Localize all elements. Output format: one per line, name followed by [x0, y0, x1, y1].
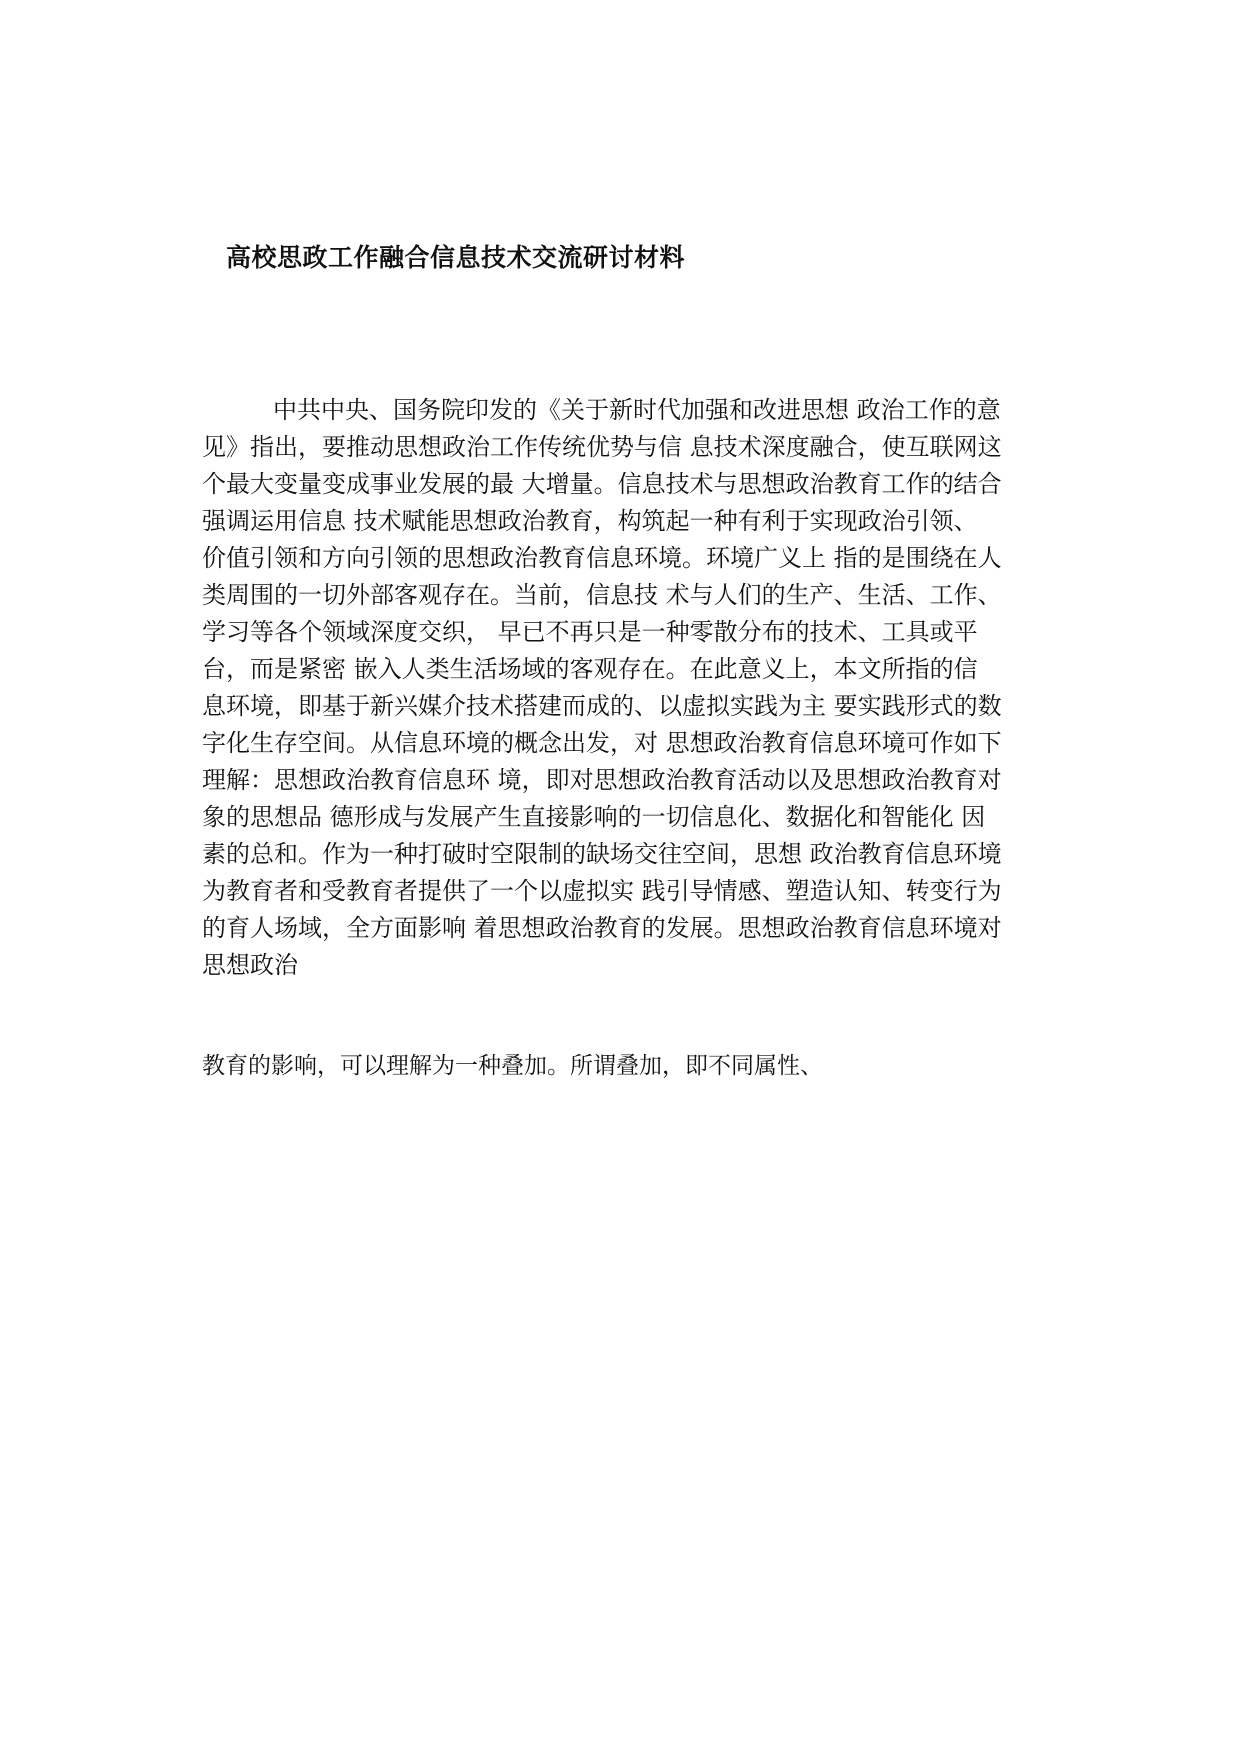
- body-line: 类周围的一切外部客观存在。当前，信息技 术与人们的生产、生活、工作、: [202, 581, 1002, 609]
- body-line: 见》指出，要推动思想政治工作传统优势与信 息技术深度融合，使互联网这: [202, 433, 1002, 461]
- body-line: 思想政治: [202, 951, 298, 979]
- body-line: 个最大变量变成事业发展的最 大增量。信息技术与思想政治教育工作的结合: [202, 470, 1002, 498]
- continuation-paragraph: 教育的影响，可以理解为一种叠加。所谓叠加，即不同属性、: [202, 1053, 823, 1079]
- body-line: 的育人场域，全方面影响 着思想政治教育的发展。思想政治教育信息环境对: [202, 914, 1002, 942]
- body-line: 台，而是紧密 嵌入人类生活场域的客观存在。在此意义上，本文所指的信: [202, 655, 978, 683]
- body-line: 价值引领和方向引领的思想政治教育信息环境。环境广义上 指的是围绕在人: [202, 544, 1002, 572]
- body-paragraph: [202, 392, 1082, 984]
- body-line: 息环境，即基于新兴媒介技术搭建而成的、以虚拟实践为主 要实践形式的数: [202, 692, 1002, 720]
- body-line: 学习等各个领域深度交织， 早已不再只是一种零散分布的技术、工具或平: [202, 618, 978, 646]
- body-line: 象的思想品 德形成与发展产生直接影响的一切信息化、数据化和智能化 因: [202, 803, 986, 831]
- body-line: 理解：思想政治教育信息环 境，即对思想政治教育活动以及思想政治教育对: [202, 766, 1002, 794]
- body-line: 中共中央、国务院印发的《关于新时代加强和改进思想 政治工作的意: [273, 396, 1001, 424]
- body-line: 为教育者和受教育者提供了一个以虚拟实 践引导情感、塑造认知、转变行为: [202, 877, 1002, 905]
- body-line: 素的总和。作为一种打破时空限制的缺场交往空间，思想 政治教育信息环境: [202, 840, 1002, 868]
- document-title: 高校思政工作融合信息技术交流研讨材料: [226, 243, 686, 272]
- body-line: 强调运用信息 技术赋能思想政治教育，构筑起一种有利于实现政治引领、: [202, 507, 978, 535]
- body-line: 字化生存空间。从信息环境的概念出发，对 思想政治教育信息环境可作如下: [202, 729, 1002, 757]
